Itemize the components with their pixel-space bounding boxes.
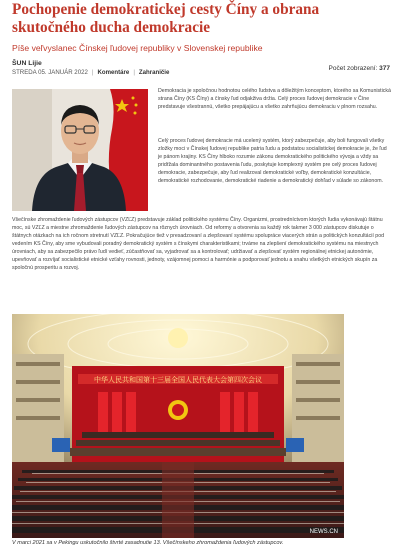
comments-link[interactable]: Komentáre: [97, 69, 130, 76]
author-name[interactable]: ŠUN Lijie: [12, 60, 42, 67]
photo-watermark: NEWS.CN: [309, 529, 338, 535]
paragraph-1: Demokracia je spoločnou hodnotou celého ľudstva a dôležitým konceptom, ktorého sa Komunistická strana Číny (KS Číny) a čínsky ľud odjakživa držia. Celý proces ľudovej demokracie v Číne predstavuje všestrannú, všetko prepájajúcu a všetko zahrňujúcu demokraciu v plnom rozsahu.: [158, 88, 391, 110]
paragraph-2: Celý proces ľudovej demokracie má ucelený systém, ktorý zabezpečuje, aby boli fungovali všetky zložky moci v Čínskej ľudovej republike patria ľudu a podstatou socialistickej demokracie je, že ľud je pánom krajiny. KS Číny hlboko rozumie zákonu demokratického politického vývoja a vždy sa pridŕžala dominantného postavenia ľudu, poskytuje komplexný systém pre celý proces ľudovej demokracie, zabezpečuje, aby ľud realizoval demokratické voľby, demokratické konzultácie, demokratické rozhodovanie, demokratické riadenie a demokratický dohľad v súlade so zákonom.: [158, 138, 387, 184]
publish-date: STREDA 05. JANUÁR 2022: [12, 69, 88, 76]
view-count-value: 377: [379, 65, 390, 72]
meta-separator: |: [133, 69, 135, 76]
great-hall-photo: [12, 314, 344, 538]
article-title: Pochopenie demokratickej cesty Číny a obrana skutočného ducha demokracie: [12, 1, 320, 36]
view-count-label: Počet zobrazení:: [328, 65, 378, 72]
meta-separator: |: [91, 69, 94, 76]
hall-banner-text: 中华人民共和国第十三届全国人民代表大会第四次会议: [94, 376, 262, 384]
category-link[interactable]: Zahraničie: [138, 69, 170, 76]
paragraph-3: Všečínske zhromaždenie ľudových zástupcov (VZĽZ) predstavuje základ politického systému Číny. Organizmi, prostredníctvom ktorých ľudia vykonávajú štátnu moc, sú VZĽZ a miestne zhromaždenie ľudových zástupcov na rôznych úrovniach. Od reformy a otvorenia sa každý rok takmer 3 000 zástupcov diskutuje o štátnych otázkach na ich ročnom stretnutí VZĽZ. Pokračujúce tiež v presadzovaní a zlepšovaní systému spolupráce viacerých strán a politických konzultácií pod vedením KS Číny, aby sme vybudovali poradný demokratický systém s čínskymi charakteristikami; trváme na zlepšení demokratického systému na miestnych úrovniach, aby sa zabezpečilo právo ľudí vedieť, zúčastňovať sa, vyjadrovať sa a kontrolovať; udržiavať a zlepšovať systém regionálnej etnickej autonómie, upevňovať a rozvíjať socialistické etnické vzťahy rovnosti, jednoty, vzájomnej pomoci a harmónie a podporovať jednotu a snahu všetkých etnických skupín za spoločnú prosperitu a rozvoj.: [12, 217, 385, 271]
ambassador-photo: [12, 89, 148, 211]
view-count: [329, 65, 390, 72]
article-meta: [12, 69, 169, 76]
photo-caption: V marci 2021 sa v Pekingu uskutočnilo štvrté zasadnutie 13. Všečínskeho zhromaždenia ľudových zástupcov.: [12, 540, 284, 546]
article-subtitle: Píše veľvyslanec Čínskej ľudovej republiky v Slovenskej republike: [12, 43, 263, 53]
